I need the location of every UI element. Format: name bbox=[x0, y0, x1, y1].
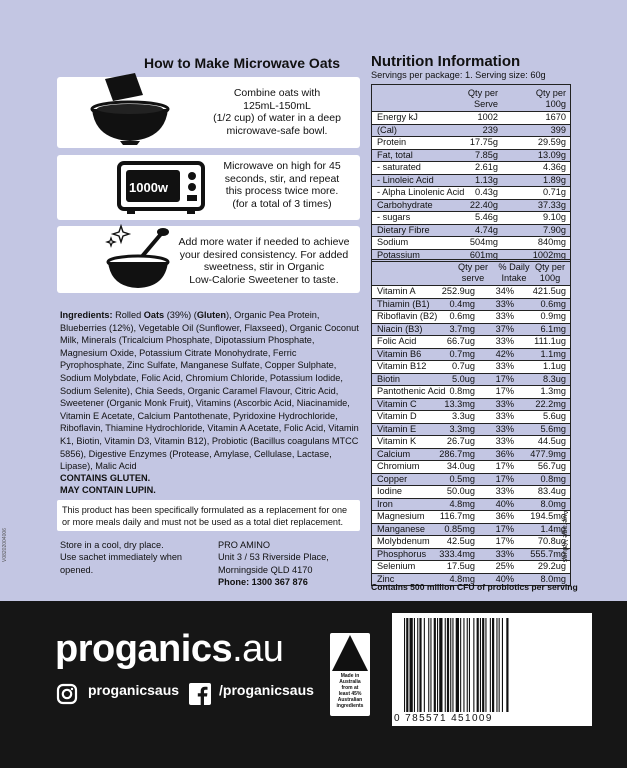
barcode-bar bbox=[490, 618, 491, 712]
nutrient-name: Magnesium bbox=[377, 511, 425, 521]
barcode-bar bbox=[469, 618, 470, 712]
step3-line: Add more water if needed to achieve bbox=[178, 236, 350, 248]
storage-line: Use sachet immediately when bbox=[60, 552, 183, 563]
qty-per-serve: 4.74g bbox=[475, 224, 498, 235]
brand-name: proganics bbox=[55, 628, 233, 670]
nutrition-title: Nutrition Information bbox=[371, 53, 521, 70]
qty-per-serve: 17.75g bbox=[469, 137, 498, 147]
barcode-bar bbox=[463, 618, 464, 712]
nutrient-name: Biotin bbox=[377, 373, 400, 384]
daily-intake-percent: 17% bbox=[495, 373, 514, 384]
col-100g-header bbox=[516, 88, 566, 110]
qty-per-100g: 0.6mg bbox=[540, 298, 566, 309]
daily-intake-percent: 40% bbox=[495, 498, 514, 509]
address-line: PRO AMINO bbox=[218, 540, 271, 550]
nutrient-name: Vitamin K bbox=[377, 436, 417, 446]
step3-line: Low-Calorie Sweetener to taste. bbox=[189, 273, 339, 286]
micronutrient-row bbox=[372, 386, 570, 399]
barcode-bar bbox=[480, 618, 481, 712]
nutrient-name: - saturated bbox=[377, 162, 421, 172]
qty-per-serve: 286.7mg bbox=[439, 448, 475, 459]
barcode-bar bbox=[445, 618, 446, 712]
qty-per-100g: 8.0mg bbox=[540, 573, 566, 584]
col-100g-header-line1: Qty per bbox=[534, 262, 566, 272]
daily-intake-percent: 17% bbox=[495, 536, 514, 546]
nutrient-name: Vitamin E bbox=[377, 423, 417, 434]
step1-line: microwave-safe bowl. bbox=[226, 124, 328, 137]
nutrition-row bbox=[372, 212, 570, 225]
qty-per-serve: 66.7ug bbox=[446, 336, 475, 346]
step3-line: your desired consistency. For added bbox=[179, 248, 349, 261]
kangaroo-triangle-icon bbox=[332, 635, 368, 671]
micronutrient-row bbox=[372, 424, 570, 437]
nutrition-row bbox=[372, 137, 570, 150]
nutrient-name: Folic Acid bbox=[377, 336, 417, 346]
col-serve-header bbox=[450, 262, 496, 284]
made-in-line: from at bbox=[341, 685, 359, 691]
step1-line: 125mL-150mL bbox=[243, 99, 311, 112]
qty-per-serve: 5.46g bbox=[475, 212, 498, 222]
qty-per-100g: 37.33g bbox=[537, 199, 566, 210]
micronutrient-row bbox=[372, 461, 570, 474]
daily-intake-percent: 33% bbox=[495, 436, 514, 446]
phone-number: Phone: 1300 367 876 bbox=[218, 577, 308, 588]
qty-per-100g: 83.4ug bbox=[537, 486, 566, 496]
barcode-bar bbox=[499, 618, 500, 712]
daily-intake-percent: 17% bbox=[495, 461, 514, 471]
daily-intake-percent: 33% bbox=[495, 548, 514, 559]
daily-intake-percent: 36% bbox=[495, 511, 514, 521]
qty-per-100g: 8.0mg bbox=[540, 498, 566, 509]
probiotic-statement: Contains 500 million CFU of probiotics per serving bbox=[371, 582, 578, 592]
col-serve-header-line1: Qty per bbox=[467, 88, 498, 98]
qty-per-serve: 333.4mg bbox=[439, 548, 475, 559]
micronutrient-row bbox=[372, 549, 570, 562]
col-100g-header-line2: 100g bbox=[539, 273, 561, 283]
qty-per-serve: 0.6mg bbox=[449, 311, 475, 321]
ingredients-part: (39%) ( bbox=[164, 310, 197, 320]
step1-line: (1/2 cup) of water in a deep bbox=[213, 112, 341, 124]
daily-intake-percent: 33% bbox=[495, 486, 514, 496]
made-in-line: least 45% bbox=[338, 691, 362, 697]
qty-per-100g: 8.3ug bbox=[543, 373, 566, 384]
micronutrient-row bbox=[372, 511, 570, 524]
australian-made-logo bbox=[330, 633, 370, 716]
instagram-icon bbox=[56, 683, 78, 705]
micronutrient-row bbox=[372, 299, 570, 312]
nutrient-name: Protein bbox=[377, 137, 407, 147]
barcode-bar bbox=[406, 618, 408, 712]
micronutrient-row bbox=[372, 324, 570, 337]
qty-per-100g: 555.7mg bbox=[530, 548, 566, 559]
qty-per-100g: 1670 bbox=[545, 112, 566, 122]
nutrition-row bbox=[372, 187, 570, 200]
nutrition-row bbox=[372, 225, 570, 238]
ingredients-text bbox=[60, 309, 360, 473]
qty-per-100g: 0.8mg bbox=[540, 473, 566, 484]
storage-line: opened. bbox=[60, 564, 94, 575]
qty-per-100g: 70.8ug bbox=[537, 536, 566, 546]
ingredients-part: Rolled bbox=[112, 310, 144, 320]
barcode-bar bbox=[467, 618, 468, 712]
barcode-bar bbox=[419, 618, 421, 712]
barcode-bar bbox=[477, 618, 479, 712]
qty-per-serve: 50.0ug bbox=[446, 486, 475, 496]
qty-per-serve: 5.0ug bbox=[452, 373, 475, 384]
microwave-power-label: 1000w bbox=[129, 180, 169, 195]
qty-per-100g: 29.2ug bbox=[537, 561, 566, 571]
barcode-bar bbox=[434, 618, 436, 712]
nutrient-name: Pantothenic Acid bbox=[377, 386, 446, 396]
micronutrient-row bbox=[372, 336, 570, 349]
qty-per-serve: 4.8mg bbox=[449, 498, 475, 509]
nutrient-name: - sugars bbox=[377, 212, 411, 222]
micronutrient-row bbox=[372, 449, 570, 462]
qty-per-serve: 252.9ug bbox=[441, 286, 475, 296]
barcode-number: 0 785571 451009 bbox=[394, 713, 493, 724]
nutrient-name: Riboflavin (B2) bbox=[377, 311, 438, 321]
daily-intake-percent: 25% bbox=[495, 561, 514, 571]
col-serve-header-line2: serve bbox=[461, 273, 485, 283]
nutrient-name: Niacin (B3) bbox=[377, 323, 423, 334]
daily-intake-percent: 34% bbox=[495, 286, 514, 296]
micronutrient-row bbox=[372, 524, 570, 537]
qty-per-100g: 1.3mg bbox=[540, 386, 566, 396]
qty-per-serve: 0.8mg bbox=[449, 386, 475, 396]
qty-per-serve: 0.43g bbox=[475, 187, 498, 197]
batch-code: V08202004006 bbox=[2, 528, 8, 562]
daily-intake-percent: 33% bbox=[495, 336, 514, 346]
barcode-bar bbox=[456, 618, 459, 712]
qty-per-100g: 399 bbox=[550, 124, 566, 135]
qty-per-100g: 1.89g bbox=[543, 174, 566, 185]
made-in-australia-text bbox=[332, 673, 368, 709]
nutrition-header bbox=[372, 85, 570, 112]
nutrient-name: Carbohydrate bbox=[377, 199, 433, 210]
nutrient-name: Potassium bbox=[377, 249, 420, 260]
facebook-icon bbox=[189, 683, 211, 705]
barcode bbox=[392, 613, 592, 726]
qty-per-serve: 3.3mg bbox=[449, 423, 475, 434]
micronutrient-row bbox=[372, 561, 570, 574]
micronutrient-header bbox=[372, 260, 570, 286]
qty-per-100g: 13.09g bbox=[537, 149, 566, 160]
qty-per-100g: 1.1ug bbox=[543, 361, 566, 371]
barcode-bar bbox=[496, 618, 497, 712]
qty-per-serve: 4.8mg bbox=[449, 573, 475, 584]
nutrient-name: - Linoleic Acid bbox=[377, 174, 434, 185]
step-stir bbox=[57, 226, 360, 293]
barcode-bar bbox=[450, 618, 451, 712]
nutrient-name: Iodine bbox=[377, 486, 403, 496]
barcode-bar bbox=[506, 618, 508, 712]
nutrient-name: Vitamin A bbox=[377, 286, 416, 296]
made-in-line: Australian bbox=[337, 697, 363, 703]
daily-intake-percent: 33% bbox=[495, 298, 514, 309]
micronutrient-row bbox=[372, 399, 570, 412]
step-combine bbox=[57, 77, 360, 148]
average-values-label: Average Values bbox=[561, 510, 570, 563]
nutrition-row bbox=[372, 162, 570, 175]
nutrient-name: Chromium bbox=[377, 461, 420, 471]
servings-info: Servings per package: 1. Serving size: 60g bbox=[371, 70, 546, 80]
address-line: Morningside QLD 4170 bbox=[218, 564, 313, 575]
micronutrient-row bbox=[372, 486, 570, 499]
qty-per-serve: 42.5ug bbox=[446, 536, 475, 546]
daily-intake-percent: 33% bbox=[495, 311, 514, 321]
nutrient-name: Iron bbox=[377, 498, 393, 509]
barcode-bar bbox=[430, 618, 431, 712]
daily-intake-percent: 17% bbox=[495, 386, 514, 396]
ingredient-oats: Oats bbox=[143, 310, 165, 320]
barcode-bar bbox=[485, 618, 486, 712]
micronutrient-row bbox=[372, 474, 570, 487]
nutrient-name: Vitamin B12 bbox=[377, 361, 427, 371]
qty-per-100g: 4.36g bbox=[543, 162, 566, 172]
qty-per-100g: 56.7ug bbox=[537, 461, 566, 471]
daily-intake-percent: 17% bbox=[495, 523, 514, 534]
mixing-bowl-icon bbox=[101, 224, 176, 292]
qty-per-100g: 6.1mg bbox=[540, 323, 566, 334]
qty-per-100g: 44.5ug bbox=[537, 436, 566, 446]
storage-instructions bbox=[60, 539, 205, 576]
micronutrient-row bbox=[372, 536, 570, 549]
qty-per-100g: 477.9mg bbox=[530, 448, 566, 459]
barcode-bar bbox=[502, 618, 503, 712]
daily-intake-percent: 33% bbox=[495, 361, 514, 371]
qty-per-serve: 3.7mg bbox=[449, 323, 475, 334]
col-serve-header-line1: Qty per bbox=[457, 262, 489, 272]
nutrient-name: Sodium bbox=[377, 237, 409, 247]
step2-line: Microwave on high for 45 bbox=[223, 160, 341, 172]
micronutrient-row bbox=[372, 311, 570, 324]
col-daily-intake-header bbox=[496, 262, 532, 284]
qty-per-serve: 0.4mg bbox=[449, 298, 475, 309]
qty-per-100g: 5.6mg bbox=[540, 423, 566, 434]
qty-per-serve: 0.7ug bbox=[452, 361, 475, 371]
nutrient-name: Selenium bbox=[377, 561, 416, 571]
barcode-bar bbox=[447, 618, 449, 712]
qty-per-100g: 5.6ug bbox=[543, 411, 566, 421]
microwave-icon bbox=[117, 161, 207, 216]
nutrient-name: (Cal) bbox=[377, 124, 397, 135]
daily-intake-percent: 36% bbox=[495, 448, 514, 459]
barcode-bar bbox=[424, 618, 425, 712]
barcode-bar bbox=[414, 618, 415, 712]
brand-suffix: .au bbox=[232, 628, 284, 670]
step2-line: this process twice more. bbox=[225, 185, 339, 197]
qty-per-serve: 2.61g bbox=[475, 162, 498, 172]
qty-per-serve: 239 bbox=[482, 124, 498, 135]
ingredients-label: Ingredients: bbox=[60, 310, 113, 320]
nutrient-name: Vitamin C bbox=[377, 398, 417, 409]
barcode-bar bbox=[428, 618, 429, 712]
micronutrient-table bbox=[371, 259, 571, 586]
step3-line: sweetness, stir in Organic bbox=[203, 261, 325, 273]
step-microwave bbox=[57, 155, 360, 220]
facebook-handle: /proganicsaus bbox=[219, 682, 314, 698]
qty-per-100g: 840mg bbox=[537, 237, 566, 247]
daily-intake-percent: 33% bbox=[495, 423, 514, 434]
micronutrient-row bbox=[372, 361, 570, 374]
nutrition-row bbox=[372, 112, 570, 125]
qty-per-serve: 7.85g bbox=[475, 149, 498, 160]
qty-per-100g: 111.1ug bbox=[534, 336, 566, 346]
address-line: Unit 3 / 53 Riverside Place, bbox=[218, 552, 329, 563]
qty-per-serve: 504mg bbox=[469, 237, 498, 247]
qty-per-serve: 22.40g bbox=[469, 199, 498, 210]
qty-per-100g: 1002mg bbox=[532, 249, 566, 260]
micronutrient-row bbox=[372, 499, 570, 512]
qty-per-100g: 1.4mg bbox=[540, 523, 566, 534]
nutrient-name: Fat, total bbox=[377, 149, 413, 160]
made-in-line: ingredients bbox=[336, 703, 364, 709]
instagram-handle: proganicsaus bbox=[88, 682, 180, 698]
qty-per-serve: 116.7mg bbox=[439, 511, 475, 521]
micronutrient-row bbox=[372, 374, 570, 387]
nutrient-name: Molybdenum bbox=[377, 536, 430, 546]
barcode-bar bbox=[410, 618, 413, 712]
allergen-line: CONTAINS GLUTEN. bbox=[60, 473, 151, 483]
micronutrient-row bbox=[372, 349, 570, 362]
qty-per-serve: 13.3mg bbox=[444, 398, 475, 409]
nutrient-name: Thiamin (B1) bbox=[377, 298, 430, 309]
qty-per-serve: 0.5mg bbox=[449, 473, 475, 484]
qty-per-100g: 22.2mg bbox=[535, 398, 566, 409]
nutrient-name: Dietary Fibre bbox=[377, 224, 430, 235]
storage-line: Store in a cool, dry place. bbox=[60, 540, 164, 550]
qty-per-100g: 9.10g bbox=[543, 212, 566, 222]
barcode-bar bbox=[482, 618, 484, 712]
step2-line: (for a total of 3 times) bbox=[232, 197, 332, 210]
col-100g-header-line1: Qty per bbox=[535, 88, 566, 98]
allergen-statement bbox=[60, 472, 156, 497]
micronutrient-row bbox=[372, 436, 570, 449]
ingredients-part: ), Organic Pea Protein, Blueberries (12%), Vegetable Oil (Sunflower, Flaxseed), Organic Coconut Milk, Minerals (Tricalcium Phosphate, Dipotassium Phosphate, Magnesium Oxide, Potassium Citrate Monohydrate, Ferric Pyrophosphate, Zinc Sulfate, Manganese Sulfate, Copper Sulphate, Sodium Molybdate, Folic Acid, Chromium Chloride, Potassium Iodide, Sodium Selenite), Chia Seeds, Organic Caramel Flavour, Citric Acid, Sweetener (Organic Monk Fruit), Vitamins (Ascorbic Acid, Niacinamide, Vitamin E Acetate, Calcium Pantothenate, Pyridoxine Hydrochloride, Riboflavin, Thiamine Hydrochloride, Vitamin A Acetate, Folic Acid, Vitamin K1, Biotin, Vitamin D3, Vitamin B12), Probiotic (Bacillus coagulans MTCC 5856), Digestive Enzymes (Protease, Amylase, Cellulase, Lactase, Lipase), Malic Acid bbox=[60, 310, 359, 472]
made-in-line: Australia bbox=[339, 679, 361, 685]
qty-per-100g: 29.59g bbox=[537, 137, 566, 147]
nutrient-name: Phosphorus bbox=[377, 548, 427, 559]
barcode-bar bbox=[492, 618, 494, 712]
manufacturer-address bbox=[218, 539, 368, 589]
barcode-bars bbox=[404, 618, 584, 712]
qty-per-serve: 0.7mg bbox=[449, 348, 475, 359]
qty-per-serve: 1002 bbox=[477, 112, 498, 122]
barcode-bar bbox=[473, 618, 474, 712]
col-daily-header-line2: Intake bbox=[501, 273, 527, 283]
col-serve-header bbox=[448, 88, 498, 110]
nutrition-row bbox=[372, 125, 570, 138]
brand-logo bbox=[55, 628, 283, 671]
made-in-line: Made in bbox=[340, 673, 360, 679]
qty-per-serve: 26.7ug bbox=[446, 436, 475, 446]
nutrient-name: Vitamin D bbox=[377, 411, 417, 421]
bowl-icon bbox=[75, 71, 179, 147]
note-text: This product has been specifically formulated as a replacement for one or more meals daily and must not be used as a total diet replacement. bbox=[62, 505, 348, 527]
barcode-bar bbox=[417, 618, 418, 712]
daily-intake-percent: 33% bbox=[495, 411, 514, 421]
col-daily-header-line1: % Daily bbox=[498, 262, 530, 272]
nutrient-name: Vitamin B6 bbox=[377, 348, 422, 359]
col-100g-header-line2: 100g bbox=[545, 99, 566, 109]
nutrition-row bbox=[372, 150, 570, 163]
qty-per-100g: 0.71g bbox=[543, 187, 566, 197]
step1-line: Combine oats with bbox=[233, 87, 321, 99]
step2-line: seconds, stir, and repeat bbox=[224, 172, 340, 185]
nutrition-row bbox=[372, 175, 570, 188]
nutrition-row bbox=[372, 200, 570, 213]
barcode-bar bbox=[437, 618, 438, 712]
qty-per-serve: 17.5ug bbox=[446, 561, 475, 571]
barcode-bar bbox=[452, 618, 453, 712]
how-to-title: How to Make Microwave Oats bbox=[144, 55, 341, 71]
nutrition-table bbox=[371, 84, 571, 262]
meal-replacement-note bbox=[57, 500, 360, 531]
qty-per-serve: 0.85mg bbox=[444, 523, 475, 534]
qty-per-serve: 1.13g bbox=[475, 174, 498, 185]
allergen-line: MAY CONTAIN LUPIN. bbox=[60, 485, 156, 496]
ingredient-gluten: Gluten bbox=[196, 310, 226, 320]
qty-per-100g: 1.1mg bbox=[540, 348, 566, 359]
barcode-bar bbox=[460, 618, 461, 712]
qty-per-100g: 7.90g bbox=[543, 224, 566, 235]
daily-intake-percent: 37% bbox=[495, 323, 514, 334]
qty-per-serve: 3.3ug bbox=[452, 411, 475, 421]
daily-intake-percent: 17% bbox=[495, 473, 514, 484]
qty-per-100g: 421.5ug bbox=[532, 286, 566, 296]
col-100g-header bbox=[530, 262, 570, 284]
micronutrient-row bbox=[372, 286, 570, 299]
qty-per-serve: 601mg bbox=[469, 249, 498, 260]
nutrient-name: - Alpha Linolenic Acid bbox=[377, 187, 465, 197]
nutrient-name: Calcium bbox=[377, 448, 411, 459]
qty-per-serve: 34.0ug bbox=[446, 461, 475, 471]
nutrient-name: Energy kJ bbox=[377, 112, 418, 122]
barcode-bar bbox=[404, 618, 405, 712]
qty-per-100g: 0.9mg bbox=[540, 311, 566, 321]
micronutrient-row bbox=[372, 411, 570, 424]
nutrient-name: Copper bbox=[377, 473, 408, 484]
daily-intake-percent: 40% bbox=[495, 573, 514, 584]
nutrient-name: Zinc bbox=[377, 573, 395, 584]
daily-intake-percent: 42% bbox=[495, 348, 514, 359]
nutrient-name: Manganese bbox=[377, 523, 426, 534]
daily-intake-percent: 33% bbox=[495, 398, 514, 409]
col-serve-header-line2: Serve bbox=[473, 99, 498, 109]
qty-per-100g: 194.5mg bbox=[530, 511, 566, 521]
barcode-bar bbox=[439, 618, 442, 712]
nutrition-row bbox=[372, 237, 570, 250]
